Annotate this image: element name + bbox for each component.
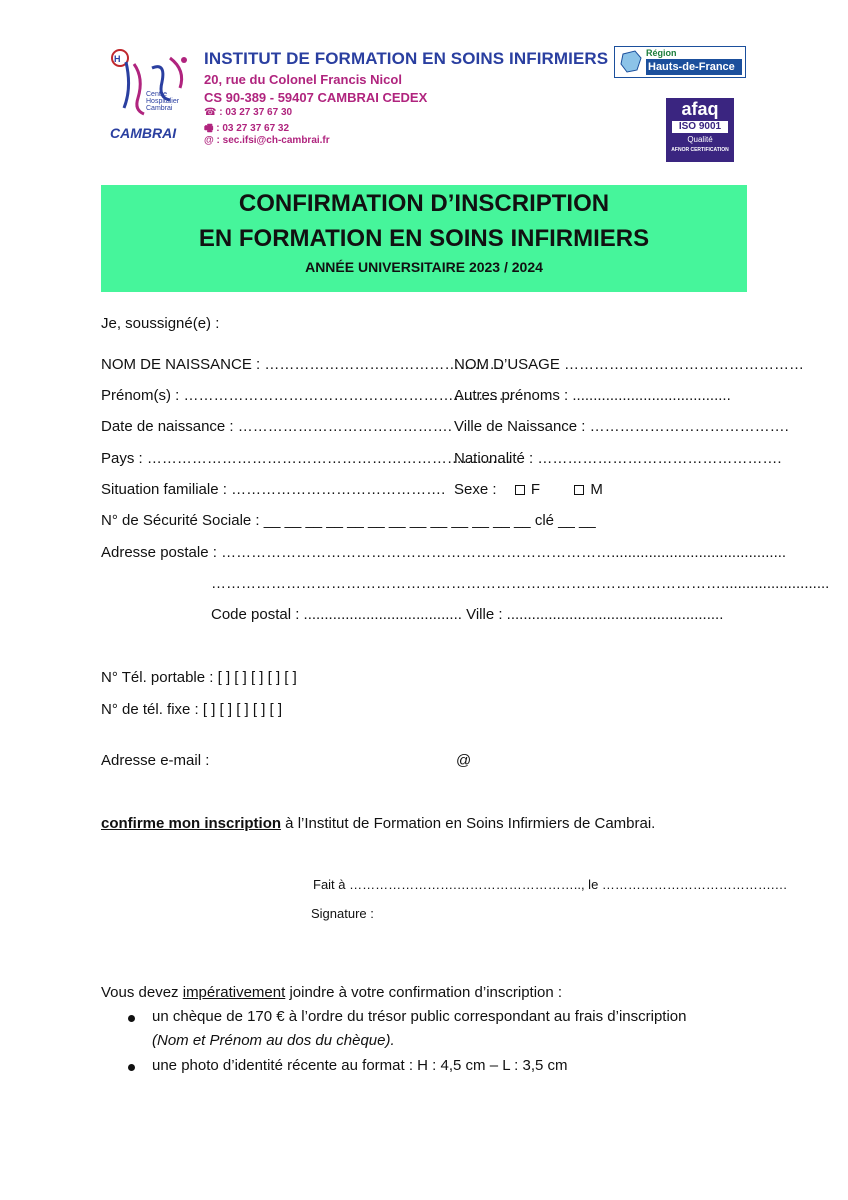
attachments-intro-before: Vous devez bbox=[101, 984, 183, 1001]
afaq-iso: ISO 9001 bbox=[672, 121, 728, 133]
address-line2: CS 90-389 - 59407 CAMBRAI CEDEX bbox=[204, 90, 428, 105]
confirm-rest: à l’Institut de Formation en Soins Infirmiers de Cambrai. bbox=[281, 815, 656, 832]
landline-phone-field[interactable]: N° de tél. fixe : [ ] [ ] [ ] [ ] [ ] bbox=[101, 701, 283, 718]
institute-name: INSTITUT DE FORMATION EN SOINS INFIRMIERS bbox=[204, 49, 609, 68]
bullet-icon bbox=[128, 1015, 135, 1022]
title-line1: CONFIRMATION D’INSCRIPTION bbox=[238, 190, 610, 217]
birth-city-field[interactable]: Ville de Naissance : …………………………………. bbox=[454, 418, 789, 435]
attachments-intro-after: joindre à votre confirmation d’inscription : bbox=[285, 984, 563, 1001]
country-field[interactable]: Pays : ………………………………………………………………. bbox=[101, 450, 512, 467]
attachment-item-photo: une photo d’identité récente au format : H : 4,5 cm – L : 3,5 cm bbox=[152, 1057, 568, 1074]
svg-text:Hospitalier: Hospitalier bbox=[146, 98, 180, 105]
region-label: Région bbox=[646, 48, 677, 58]
sex-female-checkbox[interactable] bbox=[515, 485, 525, 495]
attachments-intro-emphasis: impérativement bbox=[182, 984, 286, 1001]
birth-name-field[interactable]: NOM DE NAISSANCE : ………………………………………… bbox=[101, 356, 505, 373]
afaq-name: afaq bbox=[681, 99, 719, 119]
nationality-field[interactable]: Nationalité : …………………………………………. bbox=[454, 450, 782, 467]
signature-field[interactable]: Signature : bbox=[311, 906, 374, 921]
afaq-quality: Qualité bbox=[687, 135, 713, 144]
ifsi-logo bbox=[104, 48, 194, 144]
sex-group bbox=[454, 481, 603, 498]
confirmation-sentence bbox=[101, 815, 655, 832]
academic-year: ANNÉE UNIVERSITAIRE 2023 / 2024 bbox=[305, 259, 543, 275]
place-date-field[interactable]: Fait à …………………….……………………….., le ………………………………….… bbox=[313, 877, 788, 892]
sex-label: Sexe : bbox=[454, 481, 497, 498]
email-field[interactable]: @ bbox=[456, 752, 472, 769]
postal-address-field[interactable]: Adresse postale : …………………………………………………………………….......................................... bbox=[101, 544, 787, 561]
region-name: Hauts-de-France bbox=[646, 59, 742, 75]
title-line2: EN FORMATION EN SOINS INFIRMIERS bbox=[198, 225, 650, 252]
sex-male-checkbox[interactable] bbox=[574, 485, 584, 495]
marital-status-field[interactable]: Situation familiale : ……………………………………. bbox=[101, 481, 446, 498]
svg-text:CAMBRAI: CAMBRAI bbox=[110, 125, 177, 141]
attachment-item-cheque: un chèque de 170 € à l’ordre du trésor public correspondant au frais d’inscription bbox=[152, 1008, 687, 1025]
social-security-field[interactable]: N° de Sécurité Sociale : __ __ __ __ __ __ __ __ __ __ __ __ __ clé __ __ bbox=[101, 512, 596, 529]
mobile-phone-field[interactable]: N° Tél. portable : [ ] [ ] [ ] [ ] [ ] bbox=[101, 669, 297, 686]
sex-male-label: M bbox=[590, 481, 603, 498]
fax-number: 🖷 : 03 27 37 67 32 bbox=[204, 123, 290, 134]
svg-text:Centre: Centre bbox=[146, 91, 168, 98]
bullet-icon bbox=[128, 1064, 135, 1071]
afaq-certification-logo bbox=[666, 98, 734, 162]
intro-text: Je, soussigné(e) : bbox=[101, 315, 220, 332]
birth-date-field[interactable]: Date de naissance : ……………………………………. bbox=[101, 418, 452, 435]
postal-code-city-field[interactable]: Code postal : ...................................... Ville : .................................................... bbox=[211, 606, 724, 623]
svg-text:H: H bbox=[114, 54, 121, 64]
first-names-field[interactable]: Prénom(s) : ………………………………………………………… bbox=[101, 387, 514, 404]
confirm-emphasis: confirme mon inscription bbox=[101, 815, 282, 832]
afaq-cert: AFNOR CERTIFICATION bbox=[671, 147, 729, 153]
other-first-names-field[interactable]: Autres prénoms : ...................................... bbox=[454, 387, 731, 404]
postal-address-line2[interactable]: ………………………………………………………………………………………….......................... bbox=[211, 575, 830, 592]
attachments-intro bbox=[101, 984, 562, 1001]
phone-number: ☎ : 03 27 37 67 30 bbox=[204, 107, 293, 118]
usage-name-field[interactable]: NOM D’USAGE ………………………………………… bbox=[454, 356, 805, 373]
address-line1: 20, rue du Colonel Francis Nicol bbox=[204, 72, 402, 87]
attachment-item-cheque-note: (Nom et Prénom au dos du chèque). bbox=[152, 1032, 395, 1049]
contact-email: @ : sec.ifsi@ch-cambrai.fr bbox=[204, 135, 330, 146]
svg-text:Cambrai: Cambrai bbox=[146, 105, 173, 112]
sex-female-label: F bbox=[530, 481, 541, 498]
email-label: Adresse e-mail : bbox=[101, 752, 210, 769]
